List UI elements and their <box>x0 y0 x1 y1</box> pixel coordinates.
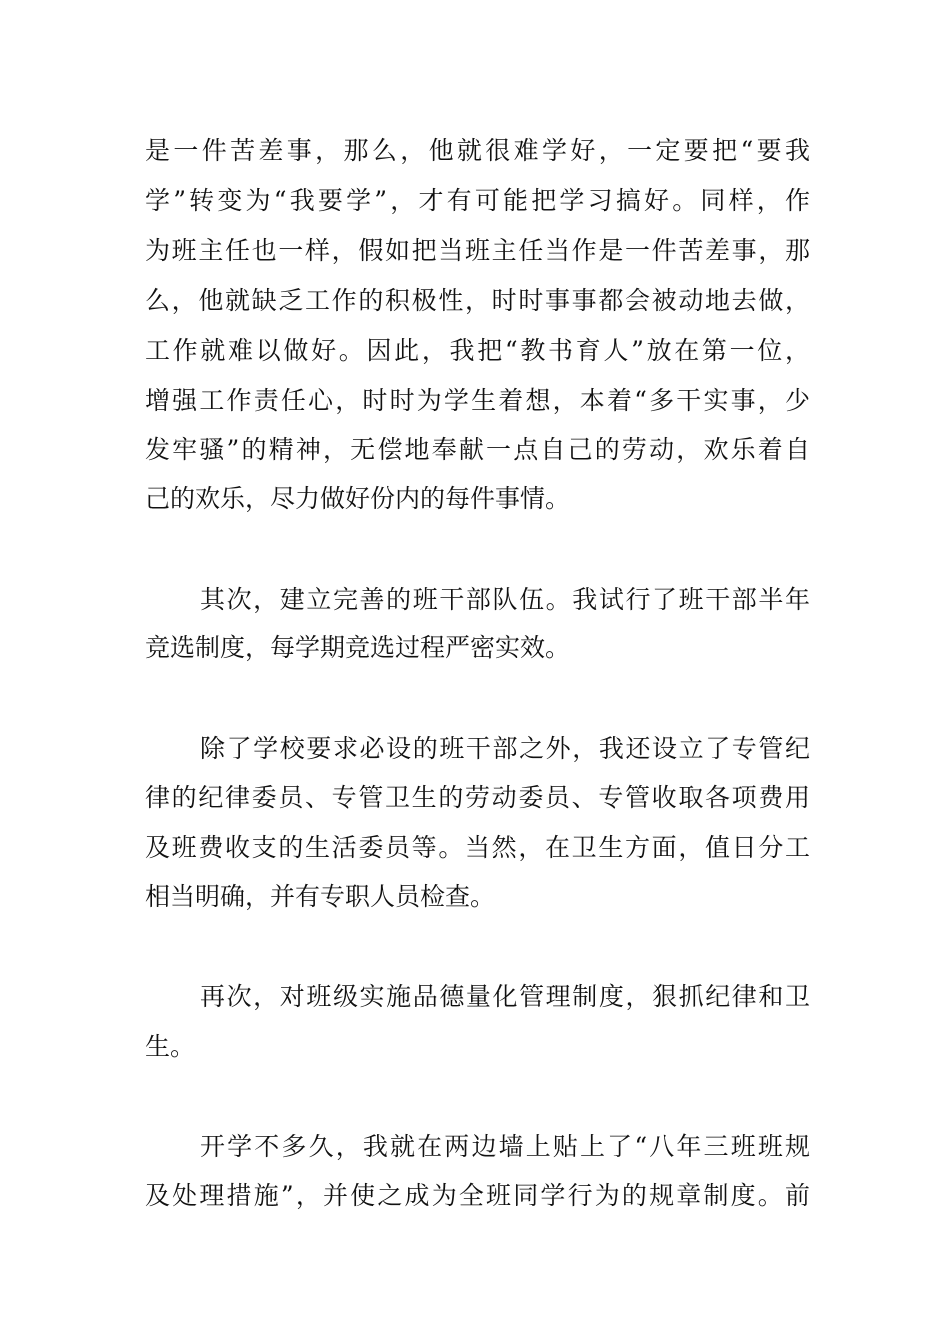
paragraph-2-line-2: 竞选制度，每学期竞选过程严密实效。 <box>145 633 571 662</box>
paragraph-3-line-4: 相当明确，并有专职人员检查。 <box>145 882 496 911</box>
paragraph-1-line-3: 为班主任也一样，假如把当班主任当作是一件苦差事，那 <box>145 236 810 265</box>
paragraph-1-line-7: 发牢骚”的精神，无偿地奉献一点自己的劳动，欢乐着自 <box>145 435 810 464</box>
paragraph-3-line-1: 除了学校要求必设的班干部之外，我还设立了专管纪 <box>200 734 810 763</box>
paragraph-1-line-6: 增强工作责任心，时时为学生着想，本着“多干实事，少 <box>145 386 810 415</box>
paragraph-1-line-2: 学”转变为“我要学”，才有可能把学习搞好。同样，作 <box>145 186 810 215</box>
paragraph-3-line-3: 及班费收支的生活委员等。当然，在卫生方面，值日分工 <box>145 833 810 862</box>
paragraph-1-line-1: 是一件苦差事，那么，他就很难学好，一定要把“要我 <box>145 136 810 165</box>
paragraph-2-line-1: 其次，建立完善的班干部队伍。我试行了班干部半年 <box>200 585 810 614</box>
paragraph-4-line-2: 生。 <box>145 1032 196 1061</box>
paragraph-1-line-8: 己的欢乐，尽力做好份内的每件事情。 <box>145 484 571 513</box>
paragraph-3-line-2: 律的纪律委员、专管卫生的劳动委员、专管收取各项费用 <box>145 783 810 812</box>
paragraph-1-line-4: 么，他就缺乏工作的积极性，时时事事都会被动地去做， <box>145 286 810 315</box>
paragraph-4-line-1: 再次，对班级实施品德量化管理制度，狠抓纪律和卫 <box>200 982 810 1011</box>
paragraph-5-line-2: 及处理措施”，并使之成为全班同学行为的规章制度。前 <box>145 1181 810 1210</box>
paragraph-1-line-5: 工作就难以做好。因此，我把“教书育人”放在第一位， <box>145 336 810 365</box>
paragraph-5-line-1: 开学不多久，我就在两边墙上贴上了“八年三班班规 <box>200 1132 810 1161</box>
